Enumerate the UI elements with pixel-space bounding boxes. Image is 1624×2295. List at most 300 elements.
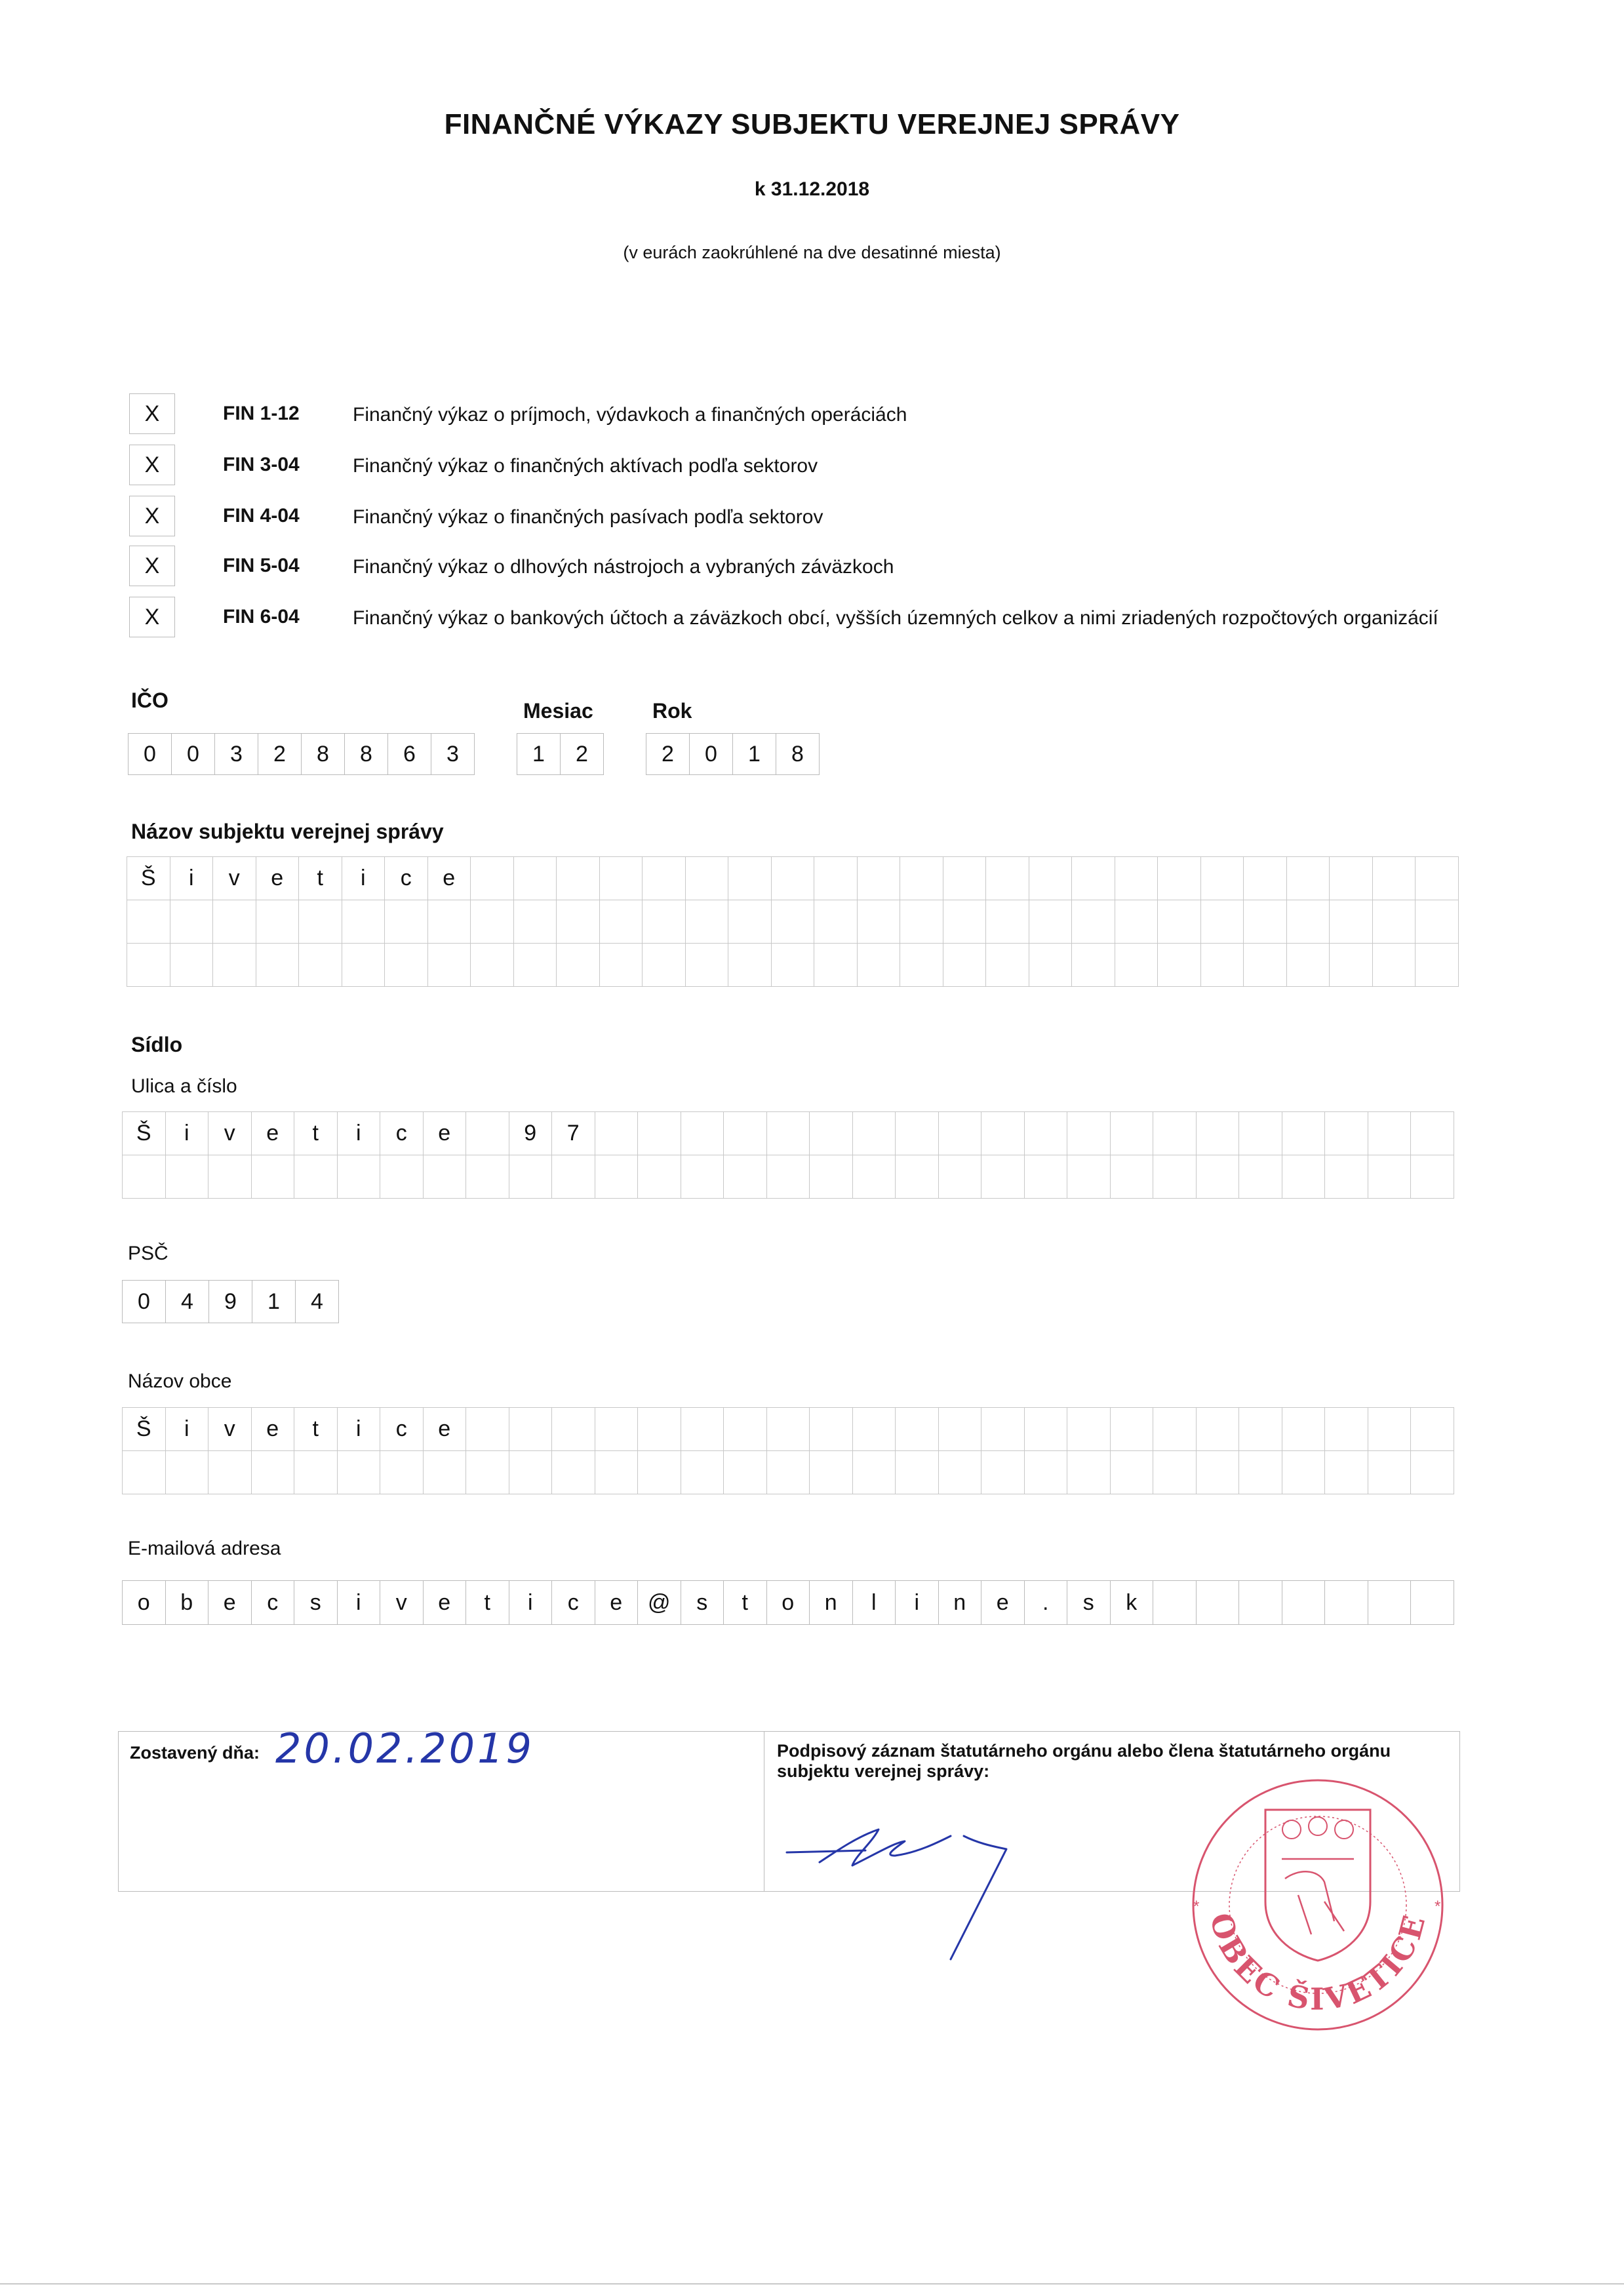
ico-label: IČO xyxy=(131,688,168,712)
char-cell xyxy=(853,1451,896,1494)
char-cell xyxy=(681,1408,724,1451)
char-cell xyxy=(1368,1581,1412,1624)
report-checkbox[interactable]: X xyxy=(129,597,175,637)
char-cell xyxy=(1072,857,1115,900)
mesiac-label: Mesiac xyxy=(523,699,593,723)
char-cell xyxy=(1153,1112,1197,1155)
char-cell xyxy=(981,1408,1025,1451)
char-cell: c xyxy=(385,857,428,900)
char-cell: v xyxy=(213,857,256,900)
char-cell xyxy=(466,1155,509,1199)
char-cell: e xyxy=(424,1112,467,1155)
char-cell xyxy=(814,944,858,987)
report-checkbox[interactable]: X xyxy=(129,546,175,586)
zostaveny-date[interactable]: 20.02.2019 xyxy=(275,1725,534,1772)
report-description: Finančný výkaz o príjmoch, výdavkoch a finančných operáciách xyxy=(353,404,907,426)
page-title: FINANČNÉ VÝKAZY SUBJEKTU VEREJNEJ SPRÁVY xyxy=(444,108,1180,140)
char-cell xyxy=(1330,857,1373,900)
char-cell: 2 xyxy=(258,734,302,774)
char-cell: c xyxy=(380,1112,424,1155)
char-cell xyxy=(600,944,643,987)
char-cell xyxy=(127,900,170,944)
report-checkbox[interactable]: X xyxy=(129,393,175,434)
char-cell xyxy=(600,857,643,900)
sidlo-label: Sídlo xyxy=(131,1033,183,1056)
char-cell xyxy=(686,900,729,944)
char-cell: i xyxy=(166,1112,209,1155)
char-cell xyxy=(981,1112,1025,1155)
char-cell xyxy=(1201,944,1244,987)
char-cell xyxy=(385,944,428,987)
char-cell: i xyxy=(509,1581,553,1624)
char-cell xyxy=(127,944,170,987)
char-cell: k xyxy=(1111,1581,1154,1624)
obec-grid[interactable] xyxy=(122,1407,1454,1494)
char-cell xyxy=(342,900,386,944)
char-cell xyxy=(1197,1112,1240,1155)
char-cell xyxy=(471,857,514,900)
char-cell xyxy=(123,1155,166,1199)
email-field[interactable] xyxy=(122,1580,1454,1625)
nazov-subjektu-grid[interactable] xyxy=(127,856,1459,987)
char-cell xyxy=(1111,1155,1154,1199)
char-cell xyxy=(1115,857,1159,900)
char-cell xyxy=(170,944,214,987)
char-cell xyxy=(643,900,686,944)
char-cell xyxy=(810,1451,853,1494)
char-cell: s xyxy=(294,1581,338,1624)
char-cell xyxy=(509,1408,553,1451)
char-cell xyxy=(1158,944,1201,987)
char-cell xyxy=(385,900,428,944)
char-cell xyxy=(1373,900,1416,944)
char-cell xyxy=(896,1112,939,1155)
char-cell: i xyxy=(338,1408,381,1451)
char-cell xyxy=(1325,1451,1368,1494)
char-cell xyxy=(1115,900,1159,944)
char-cell xyxy=(380,1451,424,1494)
char-cell xyxy=(1239,1155,1282,1199)
char-cell xyxy=(858,900,901,944)
char-cell xyxy=(896,1451,939,1494)
char-cell: i xyxy=(338,1581,381,1624)
char-cell: 0 xyxy=(172,734,215,774)
char-cell xyxy=(1287,857,1330,900)
char-cell: t xyxy=(294,1112,338,1155)
char-cell xyxy=(338,1451,381,1494)
report-description: Finančný výkaz o finančných pasívach podľa sektorov xyxy=(353,506,823,528)
char-cell: e xyxy=(252,1112,295,1155)
char-cell xyxy=(728,944,772,987)
podpis-label: Podpisový záznam štatutárneho orgánu alebo člena štatutárneho orgánu subjektu verejnej správy: xyxy=(777,1741,1391,1781)
char-cell xyxy=(724,1408,767,1451)
char-cell: b xyxy=(166,1581,209,1624)
char-cell xyxy=(728,857,772,900)
char-cell: e xyxy=(981,1581,1025,1624)
char-cell xyxy=(767,1155,810,1199)
char-cell xyxy=(853,1112,896,1155)
char-cell xyxy=(896,1408,939,1451)
page-bottom-edge xyxy=(0,2283,1624,2285)
char-cell xyxy=(213,900,256,944)
char-cell xyxy=(728,900,772,944)
char-cell xyxy=(1153,1408,1197,1451)
char-cell xyxy=(1197,1581,1240,1624)
char-cell xyxy=(252,1155,295,1199)
char-cell: 2 xyxy=(646,734,690,774)
char-cell: Š xyxy=(123,1112,166,1155)
char-cell xyxy=(943,857,987,900)
char-cell xyxy=(123,1451,166,1494)
char-cell xyxy=(1416,900,1459,944)
char-cell xyxy=(638,1451,681,1494)
char-cell xyxy=(1325,1112,1368,1155)
char-cell xyxy=(1201,900,1244,944)
char-cell xyxy=(681,1112,724,1155)
char-cell xyxy=(810,1408,853,1451)
char-cell xyxy=(943,900,987,944)
char-cell xyxy=(853,1155,896,1199)
char-cell: s xyxy=(1067,1581,1111,1624)
char-cell xyxy=(638,1408,681,1451)
char-cell xyxy=(1029,944,1073,987)
char-cell xyxy=(1411,1112,1454,1155)
char-cell xyxy=(1287,900,1330,944)
char-cell xyxy=(213,944,256,987)
ulica-grid[interactable] xyxy=(122,1111,1454,1199)
char-cell xyxy=(900,944,943,987)
ulica-label: Ulica a číslo xyxy=(131,1075,237,1097)
char-cell xyxy=(466,1408,509,1451)
char-cell: 6 xyxy=(388,734,431,774)
char-cell xyxy=(428,944,471,987)
char-cell: 8 xyxy=(302,734,345,774)
char-cell xyxy=(1373,944,1416,987)
report-checkbox[interactable]: X xyxy=(129,496,175,536)
rok-field[interactable] xyxy=(646,733,820,775)
char-cell: v xyxy=(208,1112,252,1155)
char-cell xyxy=(471,900,514,944)
char-cell xyxy=(294,1451,338,1494)
char-cell xyxy=(858,944,901,987)
char-cell xyxy=(166,1155,209,1199)
char-cell xyxy=(986,944,1029,987)
char-cell xyxy=(509,1155,553,1199)
char-cell xyxy=(1416,857,1459,900)
char-cell xyxy=(1025,1408,1068,1451)
char-cell xyxy=(1153,1581,1197,1624)
char-cell xyxy=(1025,1451,1068,1494)
char-cell xyxy=(338,1155,381,1199)
char-cell: n xyxy=(810,1581,853,1624)
char-cell xyxy=(299,900,342,944)
char-cell xyxy=(638,1112,681,1155)
char-cell xyxy=(595,1408,639,1451)
char-cell xyxy=(1282,1155,1326,1199)
char-cell xyxy=(256,944,300,987)
char-cell: Š xyxy=(127,857,170,900)
char-cell xyxy=(1287,944,1330,987)
char-cell: i xyxy=(338,1112,381,1155)
char-cell xyxy=(939,1155,982,1199)
char-cell xyxy=(772,857,815,900)
char-cell: 1 xyxy=(252,1281,296,1323)
char-cell: 7 xyxy=(552,1112,595,1155)
obec-label: Názov obce xyxy=(128,1370,232,1392)
char-cell: i xyxy=(170,857,214,900)
char-cell xyxy=(810,1112,853,1155)
char-cell: v xyxy=(208,1408,252,1451)
char-cell xyxy=(1411,1408,1454,1451)
char-cell xyxy=(466,1451,509,1494)
char-cell xyxy=(643,944,686,987)
svg-text:*: * xyxy=(1193,1898,1200,1915)
report-date: k 31.12.2018 xyxy=(754,178,870,200)
char-cell: @ xyxy=(638,1581,681,1624)
char-cell xyxy=(767,1112,810,1155)
char-cell xyxy=(724,1112,767,1155)
char-cell xyxy=(1239,1408,1282,1451)
char-cell xyxy=(1197,1451,1240,1494)
char-cell xyxy=(1239,1451,1282,1494)
char-cell xyxy=(1325,1408,1368,1451)
char-cell: 9 xyxy=(509,1112,553,1155)
char-cell xyxy=(600,900,643,944)
char-cell: i xyxy=(896,1581,939,1624)
char-cell xyxy=(724,1451,767,1494)
char-cell xyxy=(1111,1408,1154,1451)
char-cell xyxy=(252,1451,295,1494)
char-cell xyxy=(939,1112,982,1155)
char-cell xyxy=(552,1451,595,1494)
char-cell xyxy=(1029,900,1073,944)
char-cell xyxy=(681,1155,724,1199)
char-cell xyxy=(1111,1112,1154,1155)
char-cell xyxy=(380,1155,424,1199)
char-cell xyxy=(428,900,471,944)
char-cell xyxy=(424,1155,467,1199)
char-cell xyxy=(294,1155,338,1199)
char-cell: o xyxy=(767,1581,810,1624)
char-cell xyxy=(552,1155,595,1199)
report-description: Finančný výkaz o bankových účtoch a záväzkoch obcí, vyšších územných celkov a nimi zriadených rozpočtových organizácií xyxy=(353,607,1438,629)
char-cell xyxy=(814,900,858,944)
char-cell xyxy=(1368,1112,1412,1155)
char-cell xyxy=(724,1155,767,1199)
char-cell: c xyxy=(252,1581,295,1624)
char-cell xyxy=(1368,1451,1412,1494)
char-cell: Š xyxy=(123,1408,166,1451)
char-cell: c xyxy=(552,1581,595,1624)
char-cell xyxy=(471,944,514,987)
rok-label: Rok xyxy=(652,699,692,723)
char-cell xyxy=(514,944,557,987)
char-cell: t xyxy=(724,1581,767,1624)
char-cell xyxy=(853,1408,896,1451)
char-cell xyxy=(767,1451,810,1494)
char-cell xyxy=(1025,1112,1068,1155)
char-cell: 0 xyxy=(129,734,172,774)
char-cell xyxy=(342,944,386,987)
char-cell: l xyxy=(853,1581,896,1624)
char-cell xyxy=(686,944,729,987)
char-cell xyxy=(1325,1581,1368,1624)
char-cell xyxy=(1282,1408,1326,1451)
char-cell xyxy=(1197,1155,1240,1199)
char-cell: s xyxy=(681,1581,724,1624)
char-cell: 2 xyxy=(561,734,604,774)
zostaveny-label: Zostavený dňa: xyxy=(130,1743,260,1763)
char-cell xyxy=(1244,857,1287,900)
report-code: FIN 4-04 xyxy=(223,505,300,527)
char-cell xyxy=(514,900,557,944)
report-description: Finančný výkaz o dlhových nástrojoch a vybraných záväzkoch xyxy=(353,556,894,578)
char-cell: 4 xyxy=(296,1281,339,1323)
obec-stamp xyxy=(1167,1764,1469,2052)
char-cell xyxy=(1067,1451,1111,1494)
nazov-subjektu-label: Názov subjektu verejnej správy xyxy=(131,820,444,843)
char-cell: e xyxy=(428,857,471,900)
svg-text:*: * xyxy=(1435,1898,1441,1915)
char-cell: 9 xyxy=(209,1281,252,1323)
char-cell xyxy=(1197,1408,1240,1451)
stamp-text: OBEC ŠIVETICE xyxy=(1202,1909,1433,2018)
char-cell xyxy=(900,857,943,900)
char-cell xyxy=(1239,1112,1282,1155)
char-cell xyxy=(1111,1451,1154,1494)
char-cell: e xyxy=(595,1581,639,1624)
char-cell xyxy=(767,1408,810,1451)
char-cell xyxy=(595,1112,639,1155)
char-cell: e xyxy=(424,1408,467,1451)
char-cell: 0 xyxy=(123,1281,166,1323)
char-cell xyxy=(810,1155,853,1199)
psc-label: PSČ xyxy=(128,1243,168,1264)
char-cell: t xyxy=(299,857,342,900)
char-cell xyxy=(1153,1451,1197,1494)
char-cell xyxy=(557,857,600,900)
char-cell xyxy=(466,1112,509,1155)
char-cell xyxy=(1067,1155,1111,1199)
char-cell xyxy=(552,1408,595,1451)
char-cell xyxy=(1029,857,1073,900)
char-cell xyxy=(1330,944,1373,987)
char-cell xyxy=(1072,900,1115,944)
char-cell: e xyxy=(208,1581,252,1624)
char-cell xyxy=(1416,944,1459,987)
char-cell xyxy=(772,944,815,987)
char-cell: 0 xyxy=(690,734,733,774)
char-cell: 8 xyxy=(776,734,820,774)
currency-note: (v eurách zaokrúhlené na dve desatinné miesta) xyxy=(623,243,1001,262)
char-cell xyxy=(1158,857,1201,900)
report-code: FIN 6-04 xyxy=(223,606,300,628)
char-cell xyxy=(1115,944,1159,987)
email-label: E-mailová adresa xyxy=(128,1538,281,1559)
char-cell xyxy=(1153,1155,1197,1199)
char-cell xyxy=(1411,1581,1454,1624)
char-cell: e xyxy=(424,1581,467,1624)
char-cell: v xyxy=(380,1581,424,1624)
report-description: Finančný výkaz o finančných aktívach podľa sektorov xyxy=(353,455,818,477)
char-cell: n xyxy=(939,1581,982,1624)
char-cell xyxy=(858,857,901,900)
report-code: FIN 1-12 xyxy=(223,403,300,424)
char-cell xyxy=(1330,900,1373,944)
char-cell xyxy=(509,1451,553,1494)
char-cell xyxy=(1239,1581,1282,1624)
mesiac-field[interactable] xyxy=(517,733,604,775)
char-cell xyxy=(896,1155,939,1199)
char-cell xyxy=(1282,1581,1326,1624)
report-checkbox[interactable]: X xyxy=(129,445,175,485)
char-cell: 1 xyxy=(517,734,561,774)
char-cell xyxy=(208,1451,252,1494)
char-cell xyxy=(170,900,214,944)
char-cell xyxy=(557,900,600,944)
char-cell xyxy=(1158,900,1201,944)
char-cell xyxy=(681,1451,724,1494)
char-cell: e xyxy=(256,857,300,900)
char-cell: 4 xyxy=(166,1281,209,1323)
ico-field[interactable] xyxy=(128,733,475,775)
char-cell: 3 xyxy=(215,734,258,774)
char-cell: 3 xyxy=(431,734,475,774)
char-cell xyxy=(166,1451,209,1494)
char-cell xyxy=(981,1451,1025,1494)
char-cell: 8 xyxy=(345,734,388,774)
char-cell: c xyxy=(380,1408,424,1451)
char-cell xyxy=(1325,1155,1368,1199)
char-cell xyxy=(814,857,858,900)
char-cell xyxy=(1373,857,1416,900)
report-code: FIN 5-04 xyxy=(223,555,300,576)
char-cell xyxy=(943,944,987,987)
char-cell xyxy=(939,1408,982,1451)
char-cell: e xyxy=(252,1408,295,1451)
char-cell xyxy=(1067,1408,1111,1451)
psc-field[interactable] xyxy=(122,1280,339,1323)
char-cell: i xyxy=(166,1408,209,1451)
char-cell xyxy=(986,900,1029,944)
char-cell: t xyxy=(466,1581,509,1624)
char-cell: i xyxy=(342,857,386,900)
char-cell xyxy=(1072,944,1115,987)
char-cell: t xyxy=(294,1408,338,1451)
char-cell xyxy=(1244,900,1287,944)
char-cell: 1 xyxy=(733,734,776,774)
char-cell xyxy=(939,1451,982,1494)
char-cell xyxy=(299,944,342,987)
char-cell xyxy=(1067,1112,1111,1155)
char-cell xyxy=(1201,857,1244,900)
char-cell xyxy=(514,857,557,900)
signature xyxy=(780,1790,1056,1961)
report-code: FIN 3-04 xyxy=(223,454,300,475)
char-cell xyxy=(772,900,815,944)
char-cell xyxy=(643,857,686,900)
char-cell xyxy=(1368,1155,1412,1199)
char-cell xyxy=(1411,1155,1454,1199)
char-cell xyxy=(256,900,300,944)
char-cell xyxy=(595,1155,639,1199)
char-cell xyxy=(424,1451,467,1494)
char-cell xyxy=(986,857,1029,900)
char-cell xyxy=(1282,1451,1326,1494)
char-cell xyxy=(557,944,600,987)
char-cell: . xyxy=(1025,1581,1068,1624)
char-cell xyxy=(1368,1408,1412,1451)
